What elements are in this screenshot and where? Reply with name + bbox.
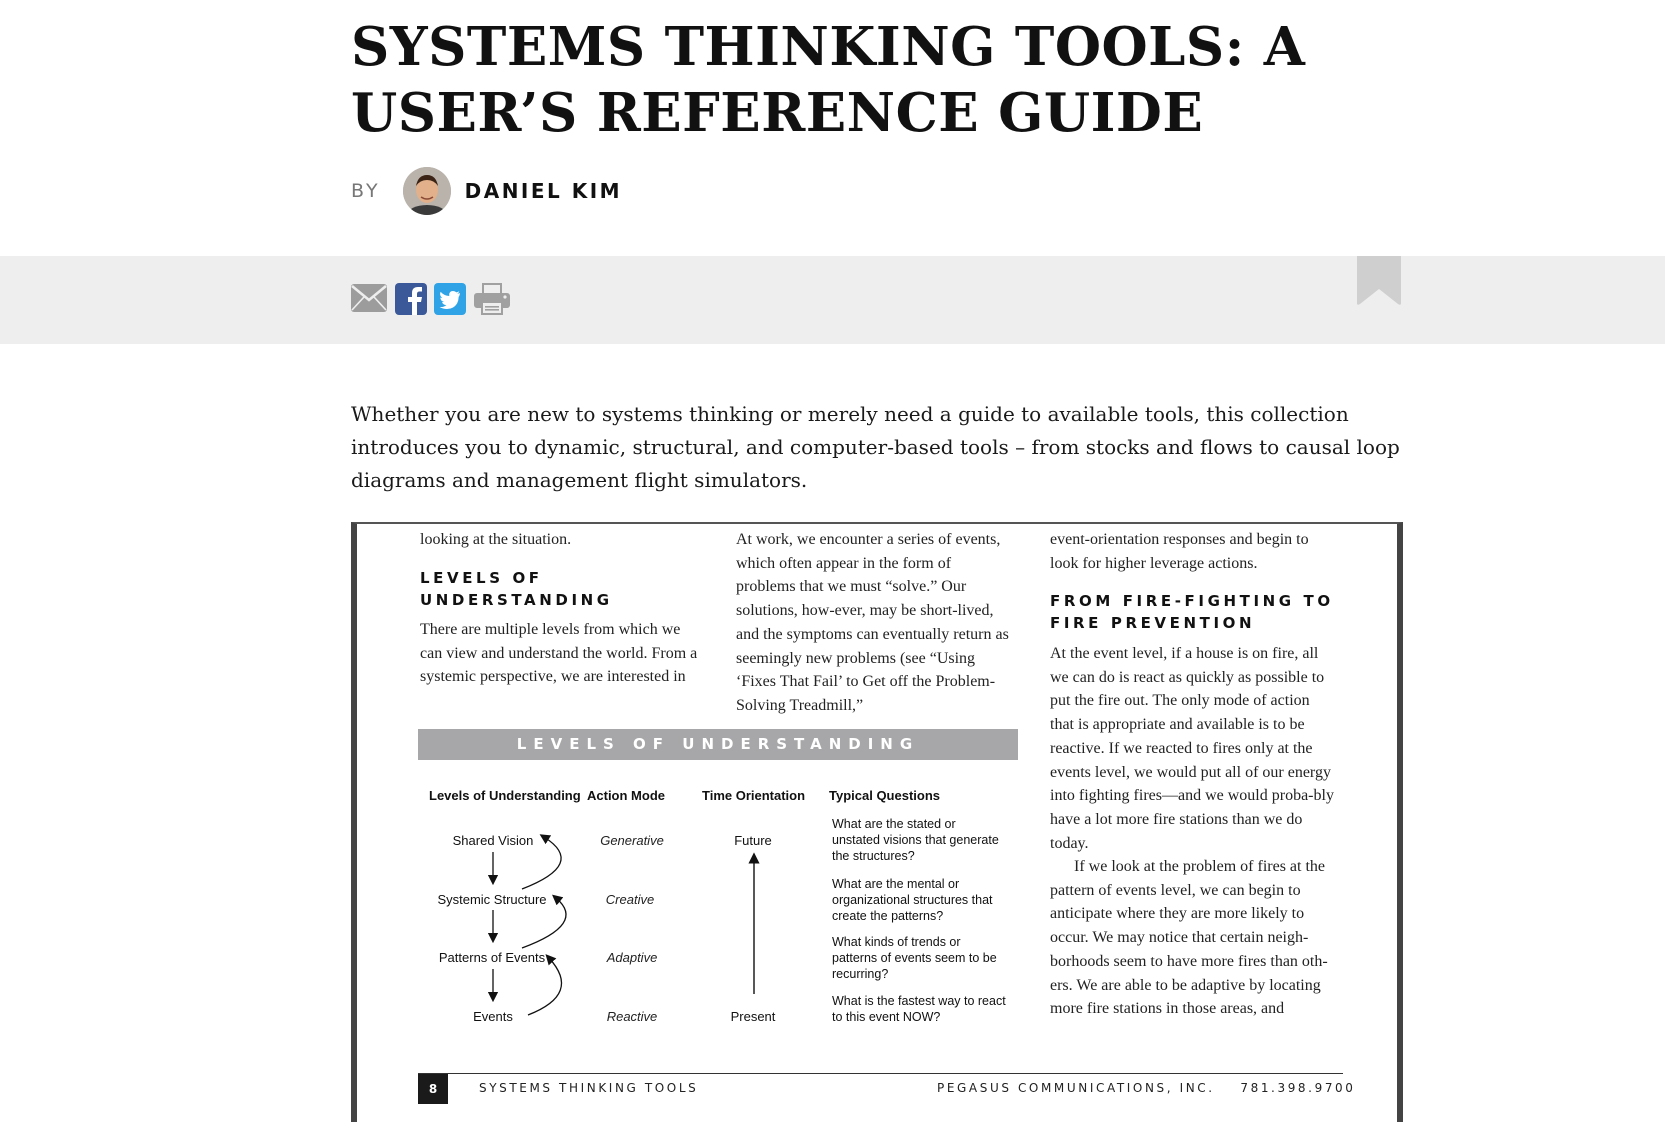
question-patterns: What kinds of trends or patterns of events seem to be recurring? bbox=[832, 935, 997, 981]
by-label: BY bbox=[351, 180, 381, 202]
col3-paragraph-1: At the event level, if a house is on fire, all we can do is react as quickly as possible to put the fire out. The only mode of action that is appropriate and available is to be reactive. If we reacted to fires only at the events level, we would put all of our energy into fighting fires—and we would proba-bly have a lot more fire stations than we do today. bbox=[1050, 645, 1334, 852]
email-icon[interactable] bbox=[351, 283, 387, 313]
page-number: 8 bbox=[418, 1074, 448, 1104]
loop-arrow-structure-to-vision bbox=[522, 837, 561, 889]
figure-arrows bbox=[357, 524, 1397, 1084]
avatar-portrait-icon bbox=[403, 167, 451, 215]
level-systemic-structure: Systemic Structure bbox=[437, 892, 547, 907]
question-events: What is the fastest way to react to this event NOW? bbox=[832, 994, 1006, 1024]
level-patterns-of-events: Patterns of Events bbox=[438, 950, 546, 965]
footer-rule bbox=[418, 1073, 1343, 1074]
footer-right-text: PEGASUS COMMUNICATIONS, INC. 781.398.9700 bbox=[937, 1081, 1356, 1095]
figure-header-typical-questions: Typical Questions bbox=[829, 788, 941, 803]
document-page-image bbox=[351, 522, 1403, 1122]
time-future: Future bbox=[734, 833, 772, 848]
figure-title-bar: LEVELS OF UNDERSTANDING bbox=[418, 729, 1018, 760]
figure-header-action-mode: Action Mode bbox=[587, 788, 665, 803]
level-shared-vision: Shared Vision bbox=[452, 833, 534, 848]
article-title: SYSTEMS THINKING TOOLS: A USER’S REFERENCE GUIDE bbox=[351, 16, 1306, 144]
loop-arrow-events-to-patterns bbox=[528, 958, 562, 1015]
mode-creative: Creative bbox=[605, 892, 655, 907]
col2-body: At work, we encounter a series of events, which often appear in the form of problems that we must “solve.” Our solutions, how-ever, may be short-lived, and the symptoms can eventually return as seemingly new problems (see “Using ‘Fixes That Fail’ to Get off the Problem-Solving Treadmill,” bbox=[736, 531, 1009, 714]
article-intro: Whether you are new to systems thinking or merely need a guide to available tools, this collection introduces you to dynamic, structural, and computer-based tools – from stocks and flows to causal loop diagrams and management flight simulators. bbox=[351, 402, 1400, 492]
time-present: Present bbox=[730, 1009, 776, 1024]
author-name-link[interactable]: DANIEL KIM bbox=[464, 179, 623, 203]
mode-generative: Generative bbox=[600, 833, 664, 848]
col3-paragraph-2: If we look at the problem of fires at the pattern of events level, we can begin to anticipate where they are more likely to occur. We may notice that certain neigh-borhoods seem to have more fires than oth-ers. We are able to be adaptive by locating more fire stations in those areas, and bbox=[1050, 858, 1328, 1018]
share-bar bbox=[0, 256, 1665, 344]
twitter-icon[interactable] bbox=[434, 283, 466, 315]
print-icon[interactable] bbox=[474, 283, 510, 315]
figure-header-levels: Levels of Understanding bbox=[429, 788, 581, 803]
author-avatar[interactable] bbox=[403, 167, 451, 215]
bookmark-icon[interactable] bbox=[1357, 256, 1401, 306]
col1-body: There are multiple levels from which we can view and understand the world. From a systemic perspective, we are interested in bbox=[420, 621, 698, 686]
byline bbox=[351, 166, 622, 216]
mode-reactive: Reactive bbox=[606, 1009, 658, 1024]
col3-heading: FROM FIRE-FIGHTING TO FIRE PREVENTION bbox=[1050, 592, 1334, 632]
question-systemic-structure: What are the mental or organizational structures that create the patterns? bbox=[832, 877, 993, 923]
facebook-icon[interactable] bbox=[395, 283, 427, 315]
question-shared-vision: What are the stated or unstated visions that generate the structures? bbox=[832, 817, 999, 863]
mode-adaptive: Adaptive bbox=[606, 950, 658, 965]
col3-top-text: event-orientation responses and begin to look for higher leverage actions. bbox=[1050, 531, 1309, 572]
col1-heading: LEVELS OF UNDERSTANDING bbox=[420, 569, 613, 609]
level-events: Events bbox=[473, 1009, 513, 1024]
loop-arrow-patterns-to-structure bbox=[522, 898, 566, 948]
col1-top-text: looking at the situation. bbox=[420, 531, 572, 548]
figure-header-time-orientation: Time Orientation bbox=[702, 788, 806, 803]
footer-left-text: SYSTEMS THINKING TOOLS bbox=[479, 1081, 699, 1095]
